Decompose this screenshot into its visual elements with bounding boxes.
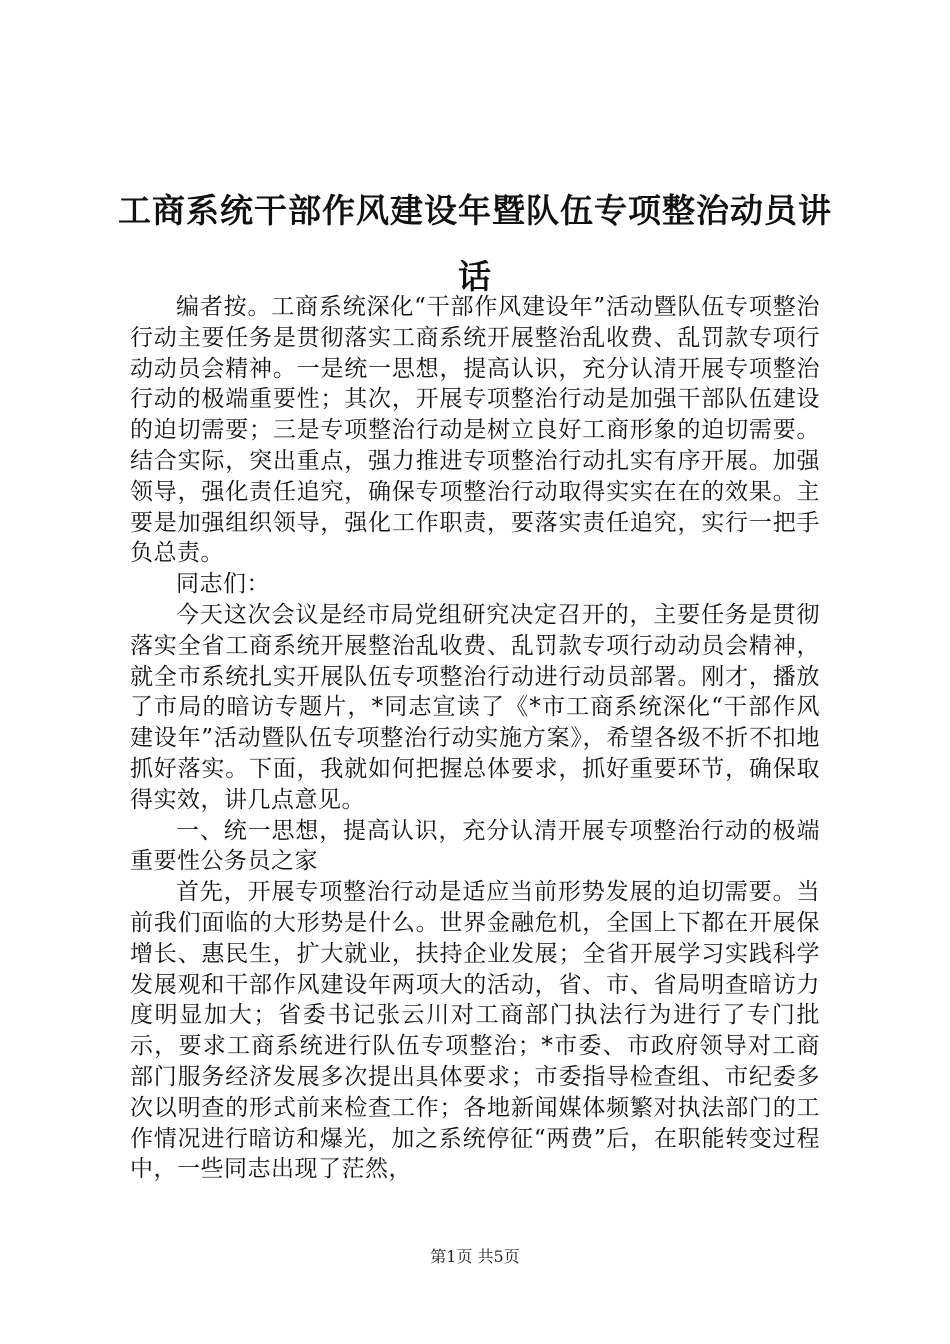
opening-paragraph: 今天这次会议是经市局党组研究决定召开的，主要任务是贯彻落实全省工商系统开展整治乱收费、乱罚款专项行动动员会精神，就全市系统扎实开展队伍专项整治行动进行动员部署。刚才，播放了市局的暗访专题片，*同志宣读了《*市工商系统深化“干部作风建设年”活动暨队伍专项整治行动实施方案》，希望各级不折不扣地抓好落实。下面，我就如何把握总体要求，抓好重要环节，确保取得实效，讲几点意见。	[130, 601, 820, 813]
editor-note-paragraph: 编者按。工商系统深化“干部作风建设年”活动暨队伍专项整治行动主要任务是贯彻落实工商系统开展整治乱收费、乱罚款专项行动动员会精神。一是统一思想，提高认识，充分认清开展专项整治行动的极端重要性；其次，开展专项整治行动是加强干部队伍建设的迫切需要；三是专项整治行动是树立良好工商形象的迫切需要。结合实际，突出重点，强力推进专项整治行动扎实有序开展。加强领导，强化责任追究，确保专项整治行动取得实实在在的效果。主要是加强组织领导，强化工作职责，要落实责任追究，实行一把手负总责。	[130, 294, 820, 567]
page-number-footer: 第1页 共5页	[430, 1247, 520, 1266]
body-paragraph: 首先，开展专项整治行动是适应当前形势发展的迫切需要。当前我们面临的大形势是什么。世界金融危机，全国上下都在开展保增长、惠民生，扩大就业，扶持企业发展；全省开展学习实践科学发展观和干部作风建设年两项大的活动，省、市、省局明查暗访力度明显加大；省委书记张云川对工商部门执法行为进行了专门批示，要求工商系统进行队伍专项整治；*市委、市政府领导对工商部门服务经济发展多次提出具体要求；市委指导检查组、市纪委多次以明查的形式前来检查工作；各地新闻媒体频繁对执法部门的工作情况进行暗访和爆光，加之系统停征“两费”后，在职能转变过程中，一些同志出现了茫然，	[130, 879, 820, 1183]
document-title: 工商系统干部作风建设年暨队伍专项整治动员讲话	[118, 191, 832, 296]
salutation-paragraph: 同志们：	[176, 571, 270, 598]
document-body	[130, 292, 820, 1185]
section-heading-one: 一、统一思想，提高认识，充分认清开展专项整治行动的极端重要性公务员之家	[130, 817, 820, 875]
